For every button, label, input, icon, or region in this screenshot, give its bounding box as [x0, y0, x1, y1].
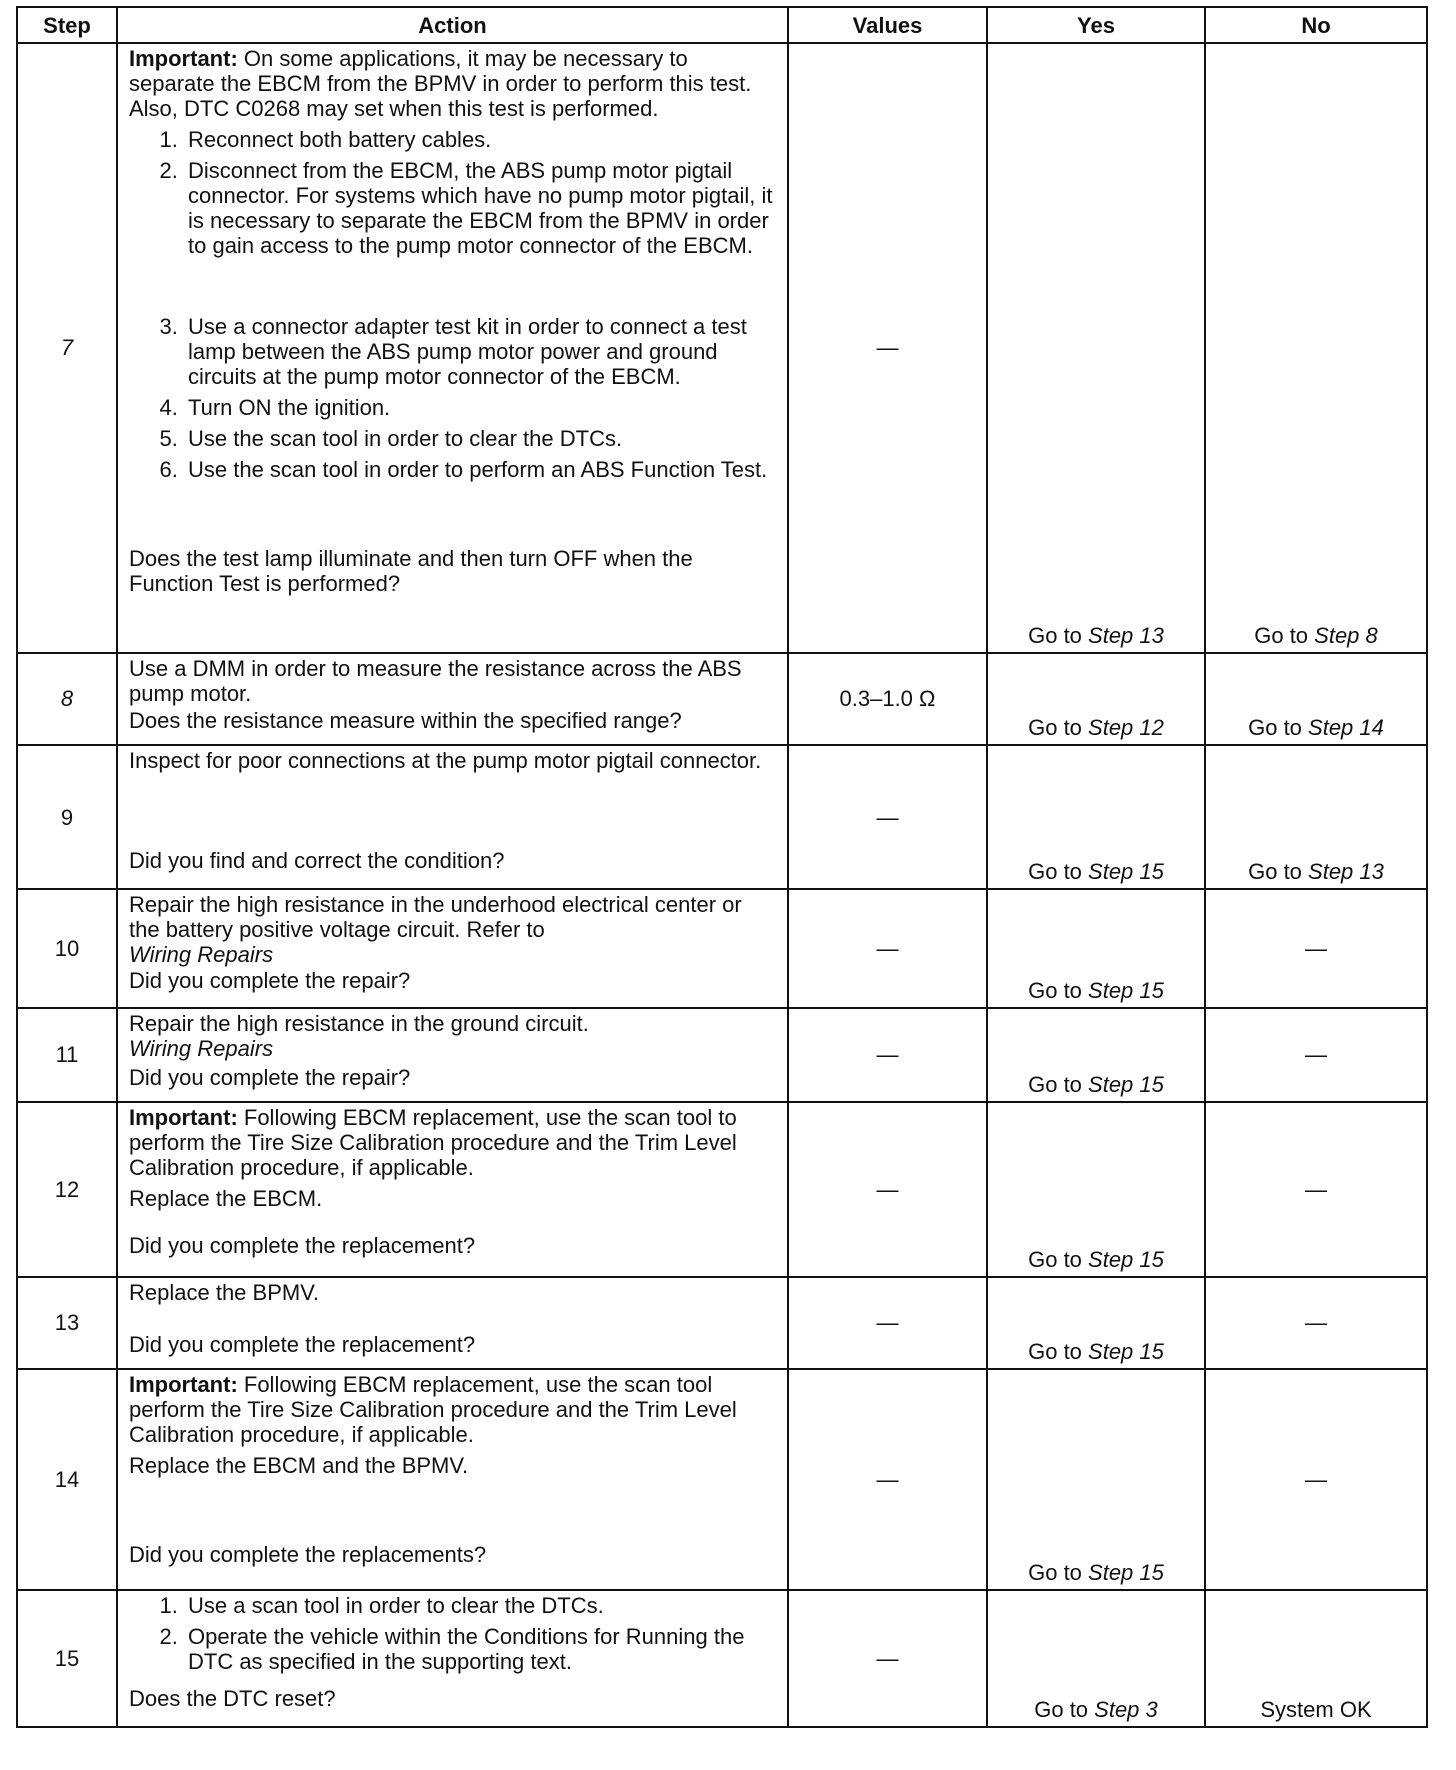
no-cell: [1205, 745, 1427, 890]
action-text: Replace the EBCM and the BPMV.: [129, 1452, 469, 1478]
table-row-step-11: [17, 1008, 1427, 1102]
yes-cell: [987, 1369, 1205, 1590]
question-text: Did you complete the replacement?: [129, 1331, 476, 1357]
yes-cell: [987, 1277, 1205, 1369]
important-note: [129, 46, 777, 121]
table-row-step-8: [17, 653, 1427, 745]
action-text: Replace the EBCM.: [129, 1185, 323, 1211]
diagnostic-table: [16, 6, 1428, 1728]
step-number: 9: [17, 745, 117, 890]
important-text: On some applications, it may be necessary to separate the EBCM from the BPMV in order to perform this test. Also, DTC C0268 may set when this test is performed.: [129, 46, 752, 121]
action-text: Inspect for poor connections at the pump motor pigtail connector.: [129, 747, 762, 773]
table-row-step-7: [17, 43, 1427, 653]
step-number: 14: [17, 1369, 117, 1590]
question-text: Does the resistance measure within the specified range?: [129, 707, 682, 733]
question-text: Did you find and correct the condition?: [129, 847, 505, 873]
action-cell: [117, 43, 788, 653]
list-item: 3. Use a connector adapter test kit in order to connect a test lamp between the ABS pump motor power and ground circuits at the pump motor connector of the EBCM.: [184, 314, 777, 389]
important-label: Important:: [129, 1371, 238, 1397]
procedure-list: [129, 1593, 777, 1674]
action-cell: [117, 1369, 788, 1590]
no-cell: [1205, 43, 1427, 653]
goto-step-link[interactable]: Go to Step 15: [1028, 1338, 1164, 1364]
important-text: Following EBCM replacement, use the scan tool perform the Tire Size Calibration procedure and the Trim Level Calibration procedure, if applicable.: [129, 1371, 737, 1447]
procedure-list: [129, 127, 777, 482]
list-item: 1. Reconnect both battery cables.: [184, 127, 777, 152]
yes-cell: [987, 1102, 1205, 1277]
goto-step-link[interactable]: Go to Step 15: [1028, 1246, 1164, 1272]
important-label: Important:: [129, 1104, 238, 1130]
no-cell: —: [1205, 1008, 1427, 1102]
action-cell: [117, 1277, 788, 1369]
goto-step-link[interactable]: Go to Step 15: [1028, 859, 1164, 885]
values-cell: —: [788, 1369, 987, 1590]
step-number: 13: [17, 1277, 117, 1369]
values-cell: —: [788, 1008, 987, 1102]
action-cell: [117, 1008, 788, 1102]
values-cell: —: [788, 1102, 987, 1277]
table-row-step-15: [17, 1590, 1427, 1727]
yes-cell: [987, 889, 1205, 1007]
values-cell: —: [788, 1590, 987, 1727]
goto-step-link[interactable]: Go to Step 12: [1028, 714, 1164, 740]
header-row: [17, 7, 1427, 43]
question-text: Did you complete the replacement?: [129, 1232, 476, 1258]
goto-step-link[interactable]: Go to Step 14: [1248, 714, 1384, 740]
step-number: 15: [17, 1590, 117, 1727]
important-label: Important:: [129, 46, 238, 71]
table-row-step-13: [17, 1277, 1427, 1369]
header-yes: Yes: [987, 7, 1205, 43]
important-note: [129, 1105, 777, 1180]
action-text: Repair the high resistance in the ground circuit.: [129, 1010, 589, 1036]
values-cell: 0.3–1.0 Ω: [788, 653, 987, 745]
action-cell: [117, 745, 788, 890]
action-cell: [117, 1590, 788, 1727]
goto-step-link[interactable]: Go to Step 15: [1028, 977, 1164, 1003]
yes-cell: [987, 1008, 1205, 1102]
goto-step-link[interactable]: Go to Step 15: [1028, 1560, 1164, 1586]
action-cell: [117, 889, 788, 1007]
goto-step-link[interactable]: Go to Step 8: [1254, 622, 1378, 648]
action-cell: [117, 1102, 788, 1277]
header-no: No: [1205, 7, 1427, 43]
yes-cell: [987, 745, 1205, 890]
step-number: 11: [17, 1008, 117, 1102]
values-cell: —: [788, 43, 987, 653]
values-cell: —: [788, 1277, 987, 1369]
important-note: [129, 1372, 777, 1447]
table-row-step-10: [17, 889, 1427, 1007]
yes-cell: [987, 43, 1205, 653]
goto-step-link[interactable]: Go to Step 3: [1034, 1697, 1158, 1722]
question-text: Did you complete the replacements?: [129, 1541, 487, 1567]
goto-step-link[interactable]: Go to Step 13: [1248, 859, 1384, 885]
no-cell: —: [1205, 1102, 1427, 1277]
table-row-step-9: [17, 745, 1427, 890]
values-cell: —: [788, 889, 987, 1007]
header-values: Values: [788, 7, 987, 43]
table-row-step-14: [17, 1369, 1427, 1590]
no-cell: —: [1205, 1277, 1427, 1369]
step-number: 7: [17, 43, 117, 653]
list-item: 5. Use the scan tool in order to clear the DTCs.: [184, 426, 777, 451]
step-number: 10: [17, 889, 117, 1007]
system-ok-text: System OK: [1260, 1697, 1372, 1722]
list-item: 2. Disconnect from the EBCM, the ABS pump motor pigtail connector. For systems which have no pump motor pigtail, it is necessary to separate the EBCM from the BPMV in order to gain access to the pump motor connector of the EBCM.: [184, 158, 777, 258]
no-cell: —: [1205, 1369, 1427, 1590]
no-cell: [1205, 1590, 1427, 1727]
action-text: Repair the high resistance in the underhood electrical center or the battery positive voltage circuit. Refer to: [129, 892, 742, 943]
header-action: Action: [117, 7, 788, 43]
step-number: 8: [17, 653, 117, 745]
table-row-step-12: [17, 1102, 1427, 1277]
yes-cell: [987, 1590, 1205, 1727]
question-text: Did you complete the repair?: [129, 968, 411, 994]
question-text: Did you complete the repair?: [129, 1064, 411, 1090]
action-text: Replace the BPMV.: [129, 1279, 319, 1305]
list-item: 2. Operate the vehicle within the Conditions for Running the DTC as specified in the supporting text.: [184, 1624, 777, 1674]
step-number: 12: [17, 1102, 117, 1277]
question-text: Does the test lamp illuminate and then turn OFF when the Function Test is performed?: [129, 546, 693, 596]
action-text: Use a DMM in order to measure the resistance across the ABS pump motor.: [129, 655, 742, 706]
list-item: 4. Turn ON the ignition.: [184, 395, 777, 420]
header-step: Step: [17, 7, 117, 43]
goto-step-link[interactable]: Go to Step 13: [1028, 622, 1164, 648]
no-cell: —: [1205, 889, 1427, 1007]
list-item: 6. Use the scan tool in order to perform an ABS Function Test.: [184, 457, 777, 482]
values-cell: —: [788, 745, 987, 890]
goto-step-link[interactable]: Go to Step 15: [1028, 1071, 1164, 1097]
reference-link[interactable]: Wiring Repairs: [129, 1035, 274, 1061]
question-text: Does the DTC reset?: [129, 1686, 336, 1712]
important-text: Following EBCM replacement, use the scan tool to perform the Tire Size Calibration procedure and the Trim Level Calibration procedure, if applicable.: [129, 1104, 737, 1180]
action-cell: [117, 653, 788, 745]
list-item: 1. Use a scan tool in order to clear the DTCs.: [184, 1593, 777, 1618]
yes-cell: [987, 653, 1205, 745]
reference-link[interactable]: Wiring Repairs: [129, 942, 274, 968]
no-cell: [1205, 653, 1427, 745]
